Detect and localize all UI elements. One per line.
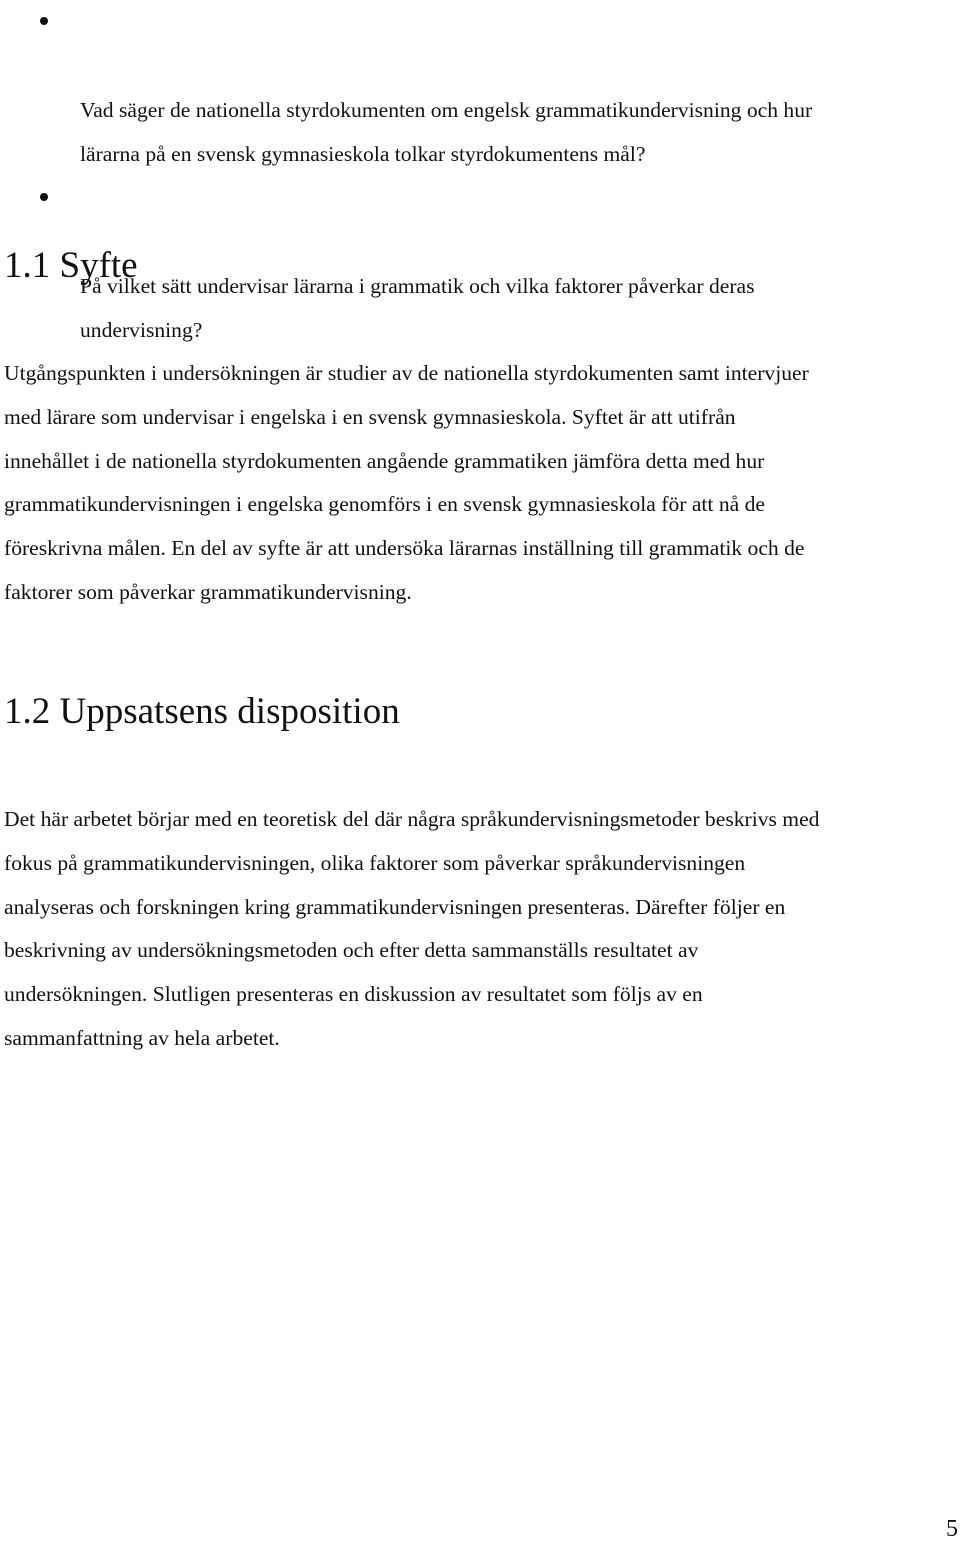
list-item-text: På vilket sätt undervisar lärarna i grammatik och vilka faktorer påverkar deras undervisning? xyxy=(80,274,755,342)
section-paragraph-syfte: Utgångspunkten i undersökningen är studier av de nationella styrdokumenten samt intervjuer med lärare som undervisar i engelska i en svensk gymnasieskola. Syftet är att utifrån innehållet i de nationella styrdokumenten angående grammatiken jämföra detta med hur grammatikundervisningen i engelska genomförs i en svensk gymnasieskola för att nå de föreskrivna målen. En del av syfte är att undersöka lärarnas inställning till grammatik och de faktorer som påverkar grammatikundervisning. xyxy=(4,361,809,604)
list-item xyxy=(0,176,960,352)
bullet-icon xyxy=(40,17,48,25)
section-heading-syfte: 1.1 Syfte xyxy=(4,245,138,286)
research-questions-list xyxy=(0,0,960,352)
page-number: 5 xyxy=(946,1516,958,1542)
section-paragraph-disposition: Det här arbetet börjar med en teoretisk del där några språkundervisningsmetoder beskrivs med fokus på grammatikundervisningen, olika faktorer som påverkar språkundervisningen analyseras och forskningen kring grammatikundervisningen presenteras. Därefter följer en beskrivning av undersökningsmetoden och efter detta sammanställs resultatet av undersökningen. Slutligen presenteras en diskussion av resultatet som följs av en sammanfattning av hela arbetet. xyxy=(4,807,820,1050)
section-heading-disposition: 1.2 Uppsatsens disposition xyxy=(4,691,400,732)
bullet-icon xyxy=(40,193,48,201)
list-item xyxy=(0,0,960,176)
list-item-text: Vad säger de nationella styrdokumenten om engelsk grammatikundervisning och hur lärarna på en svensk gymnasieskola tolkar styrdokumentens mål? xyxy=(80,98,813,166)
